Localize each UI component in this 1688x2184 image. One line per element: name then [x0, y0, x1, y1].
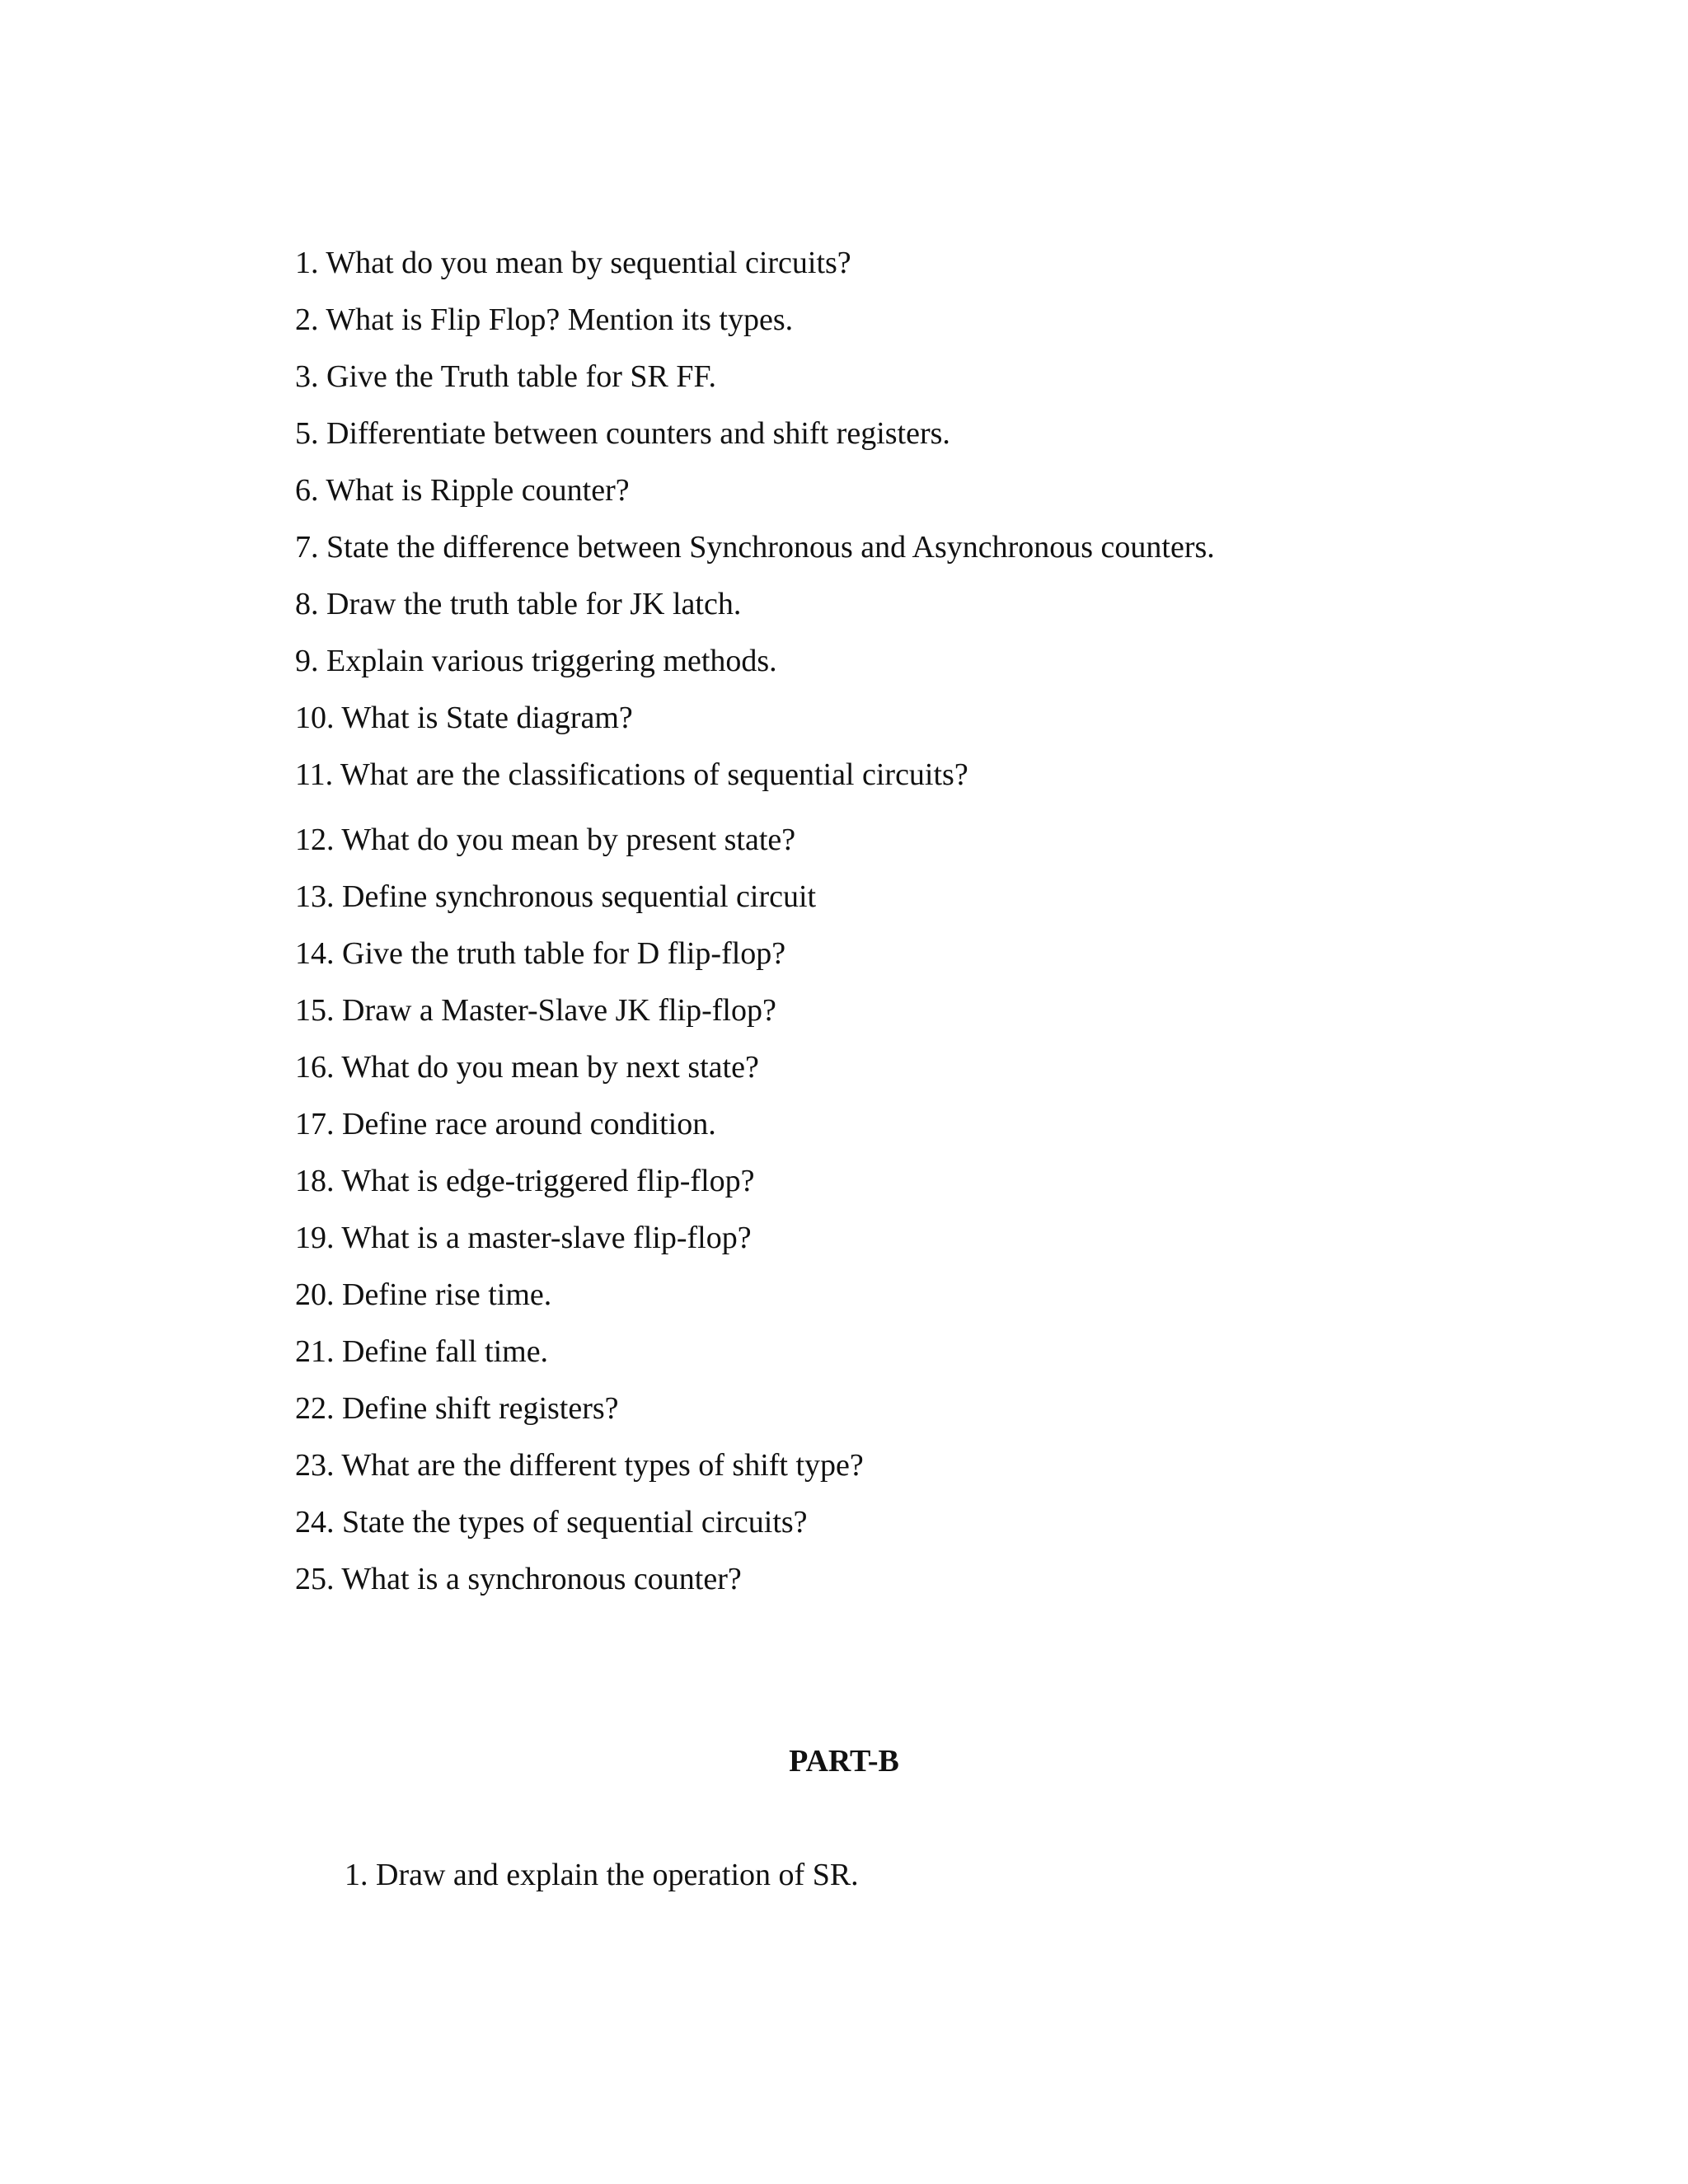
question-item: 20. Define rise time. — [295, 1277, 552, 1312]
question-item: 10. What is State diagram? — [295, 701, 633, 735]
part-b-heading: PART-B — [789, 1744, 899, 1779]
part-a-question-list — [295, 247, 1531, 1620]
question-item: 3. Give the Truth table for SR FF. — [295, 359, 717, 394]
question-item: 16. What do you mean by next state? — [295, 1050, 759, 1085]
question-item: 1. Draw and explain the operation of SR. — [345, 1858, 859, 1892]
question-item: 12. What do you mean by present state? — [295, 823, 796, 857]
question-item: 18. What is edge-triggered flip-flop? — [295, 1164, 755, 1198]
question-item: 5. Differentiate between counters and shift registers. — [295, 416, 950, 451]
question-item: 1. What do you mean by sequential circuits? — [295, 246, 851, 280]
question-item: 19. What is a master-slave flip-flop? — [295, 1221, 752, 1255]
question-item: 22. Define shift registers? — [295, 1391, 619, 1426]
question-item: 2. What is Flip Flop? Mention its types. — [295, 302, 794, 337]
question-item: 23. What are the different types of shift type? — [295, 1448, 864, 1483]
question-item: 6. What is Ripple counter? — [295, 473, 630, 508]
question-item: 7. State the difference between Synchronous and Asynchronous counters. — [295, 530, 1215, 565]
part-b-question-list — [345, 1859, 1498, 1891]
question-item: 8. Draw the truth table for JK latch. — [295, 587, 742, 621]
question-item: 11. What are the classifications of sequential circuits? — [295, 757, 968, 792]
question-item: 24. State the types of sequential circuits? — [295, 1505, 808, 1540]
question-item: 13. Define synchronous sequential circuit — [295, 879, 817, 914]
question-item: 15. Draw a Master-Slave JK flip-flop? — [295, 993, 776, 1028]
question-item: 9. Explain various triggering methods. — [295, 644, 777, 678]
question-item: 25. What is a synchronous counter? — [295, 1562, 742, 1596]
question-item: 21. Define fall time. — [295, 1334, 549, 1369]
question-item: 17. Define race around condition. — [295, 1107, 716, 1141]
question-item: 14. Give the truth table for D flip-flop? — [295, 936, 786, 971]
